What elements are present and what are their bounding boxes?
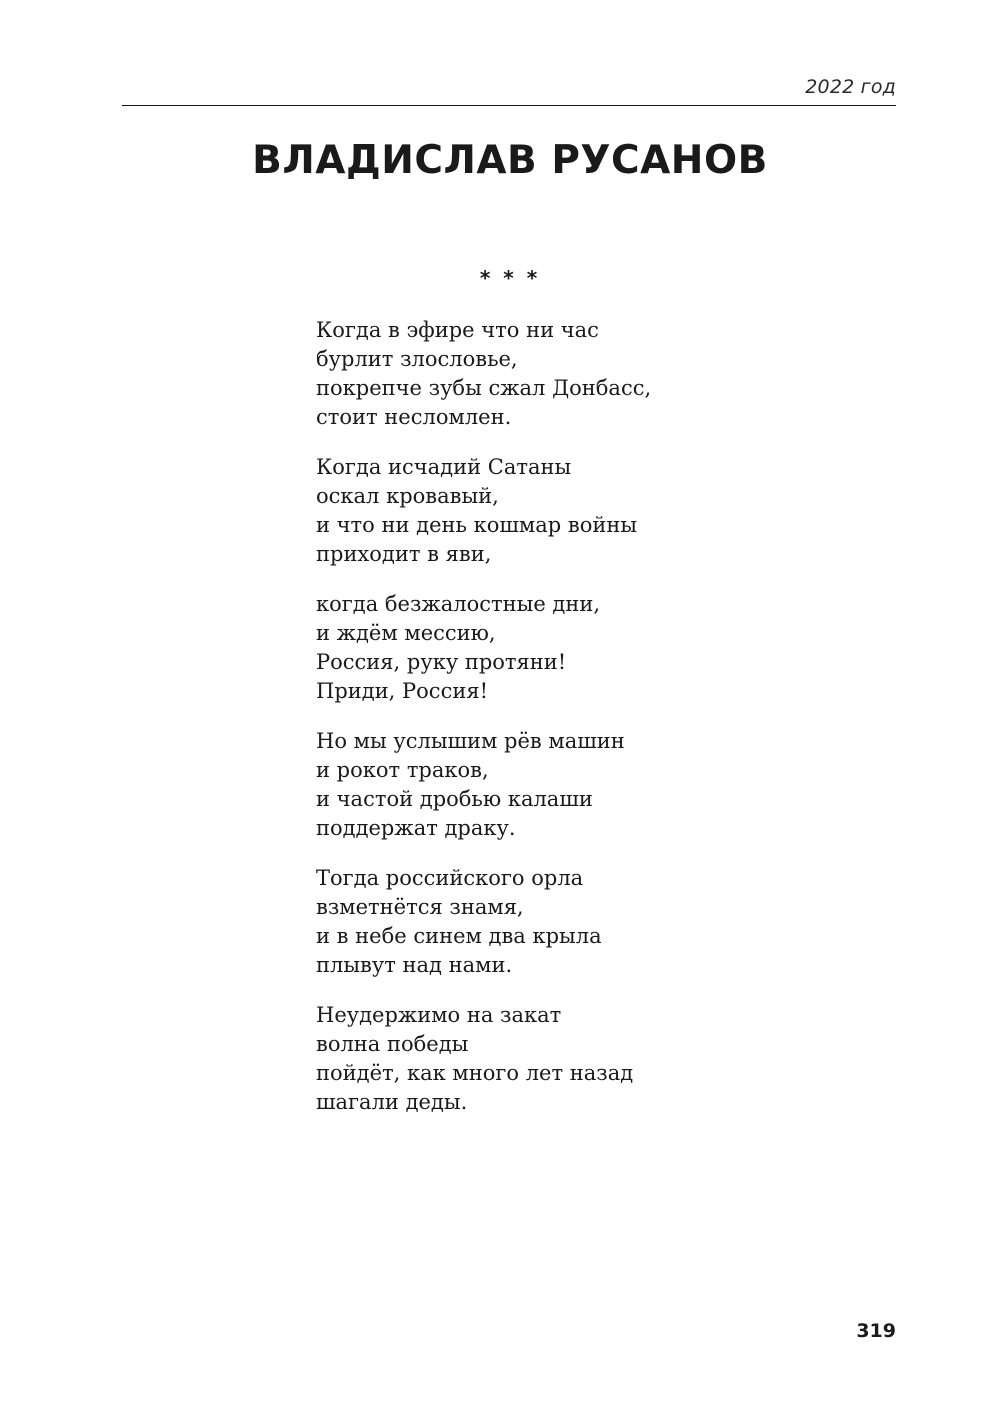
poem-line: Но мы услышим рёв машин (316, 729, 625, 753)
stanza (316, 316, 876, 432)
poem-line: Когда исчадий Сатаны (316, 455, 572, 479)
poem-line: пойдёт, как много лет назад (316, 1061, 634, 1085)
poem-line: когда безжалостные дни, (316, 592, 601, 616)
poem-body (316, 316, 876, 1138)
poem-line: плывут над нами. (316, 953, 513, 977)
page-number: 319 (856, 1320, 896, 1342)
poem-line: волна победы (316, 1032, 469, 1056)
author-name: ВЛАДИСЛАВ РУСАНОВ (252, 138, 768, 183)
poem-line: Россия, руку протяни! (316, 650, 567, 674)
poem-line: бурлит злословье, (316, 347, 518, 371)
poem-line: покрепче зубы сжал Донбасс, (316, 376, 652, 400)
stanza (316, 727, 876, 843)
stanza (316, 1001, 876, 1117)
poem-line: поддержат драку. (316, 816, 516, 840)
poem-line: Приди, Россия! (316, 679, 489, 703)
poem-line: Когда в эфире что ни час (316, 318, 599, 342)
poem-line: и рокот траков, (316, 758, 489, 782)
poem-line: приходит в яви, (316, 542, 492, 566)
header-rule (122, 105, 896, 106)
poem-separator: * * * (479, 266, 541, 290)
poem-line: и что ни день кошмар войны (316, 513, 638, 537)
poem-line: Тогда российского орла (316, 866, 584, 890)
poem-line: Неудержимо на закат (316, 1003, 562, 1027)
poem-line: стоит несломлен. (316, 405, 512, 429)
poem-line: и в небе синем два крыла (316, 924, 602, 948)
stanza (316, 590, 876, 706)
stanza (316, 864, 876, 980)
stanza (316, 453, 876, 569)
poem-line: и ждём мессию, (316, 621, 496, 645)
poem-line: и частой дробью калаши (316, 787, 593, 811)
poem-line: шагали деды. (316, 1090, 468, 1114)
running-head: 2022 год (805, 76, 896, 98)
poem-line: оскал кровавый, (316, 484, 499, 508)
poem-line: взметнётся знамя, (316, 895, 524, 919)
